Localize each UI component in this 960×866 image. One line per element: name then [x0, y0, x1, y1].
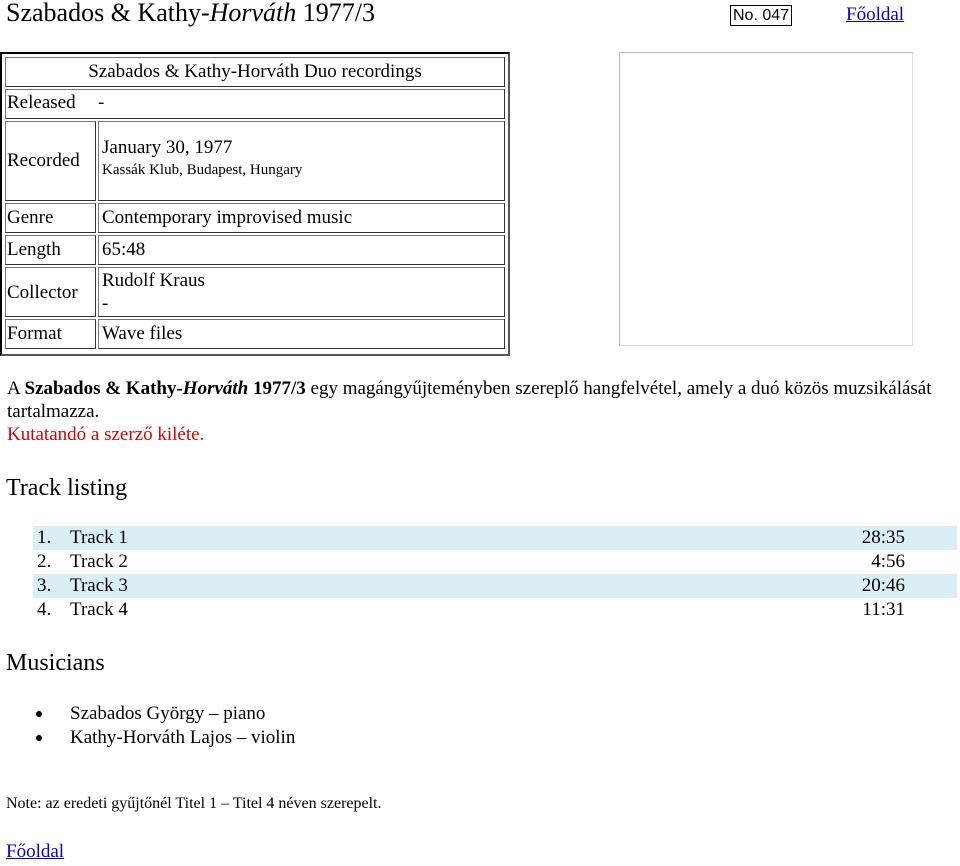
- description-prefix: A: [7, 378, 25, 399]
- track-name: Track 4: [70, 599, 128, 620]
- page-title: [6, 0, 375, 28]
- track-row: [33, 574, 957, 598]
- length-label: Length: [7, 239, 61, 260]
- format-value: Wave files: [102, 323, 183, 344]
- description-text: egy magángyűjteményben szereplő hangfelvétel, amely a duó közös muzsikálását tartalmazza.: [7, 378, 932, 422]
- format-label: Format: [7, 323, 62, 344]
- genre-value: Contemporary improvised music: [102, 207, 353, 228]
- length-value-cell: [98, 235, 505, 265]
- recorded-date: January 30, 1977: [102, 137, 233, 158]
- track-row: [33, 598, 957, 622]
- genre-label: Genre: [7, 207, 54, 228]
- track-name: Track 3: [70, 575, 128, 596]
- track-number: 1.: [37, 527, 52, 548]
- released-value: -: [98, 92, 105, 113]
- track-name: Track 2: [70, 551, 128, 572]
- track-name: Track 1: [70, 527, 128, 548]
- number-badge: No. 047: [730, 5, 792, 26]
- track-duration: 11:31: [862, 599, 905, 620]
- description-title-bold-italic: Horváth: [182, 378, 249, 399]
- recorded-place: Kassák Klub, Budapest, Hungary: [102, 162, 303, 178]
- track-row: [33, 550, 957, 574]
- track-number: 4.: [37, 599, 52, 620]
- title-text: Szabados & Kathy-: [6, 0, 210, 27]
- musicians-heading: Musicians: [6, 650, 105, 676]
- footnote: Note: az eredeti gyűjtőnél Titel 1 – Titel 4 néven szerepelt.: [6, 795, 382, 812]
- description-title-year: 1977/3: [248, 378, 306, 399]
- title-italic-text: Horváth: [209, 0, 297, 27]
- list-item: [0, 726, 295, 750]
- musicians-list: [0, 702, 295, 750]
- track-row: [33, 526, 957, 550]
- list-item: [0, 702, 295, 726]
- collector-extra: -: [102, 293, 109, 314]
- track-number: 2.: [37, 551, 52, 572]
- infobox-heading-cell: [5, 57, 505, 87]
- title-year-text: 1977/3: [296, 0, 376, 27]
- research-note: Kutatandó a szerző kiléte.: [7, 424, 205, 445]
- infobox-heading: Szabados & Kathy-Horváth Duo recordings: [88, 61, 422, 82]
- description-title-bold: Szabados & Kathy-: [24, 378, 183, 399]
- track-listing-heading: Track listing: [6, 475, 128, 501]
- track-list: [33, 526, 957, 622]
- recorded-label: Recorded: [7, 150, 80, 171]
- description: [7, 377, 937, 446]
- bullet-icon: [36, 735, 42, 741]
- track-number: 3.: [37, 575, 52, 596]
- collector-name: Rudolf Kraus: [102, 270, 205, 291]
- recorded-value-cell: [98, 121, 505, 201]
- length-value: 65:48: [102, 239, 146, 260]
- home-link[interactable]: Főoldal: [846, 4, 905, 25]
- infobox: [0, 52, 510, 356]
- footer-home-link[interactable]: Főoldal: [6, 841, 65, 862]
- musician-entry: Kathy-Horváth Lajos – violin: [70, 727, 296, 748]
- track-duration: 20:46: [861, 575, 905, 596]
- track-duration: 28:35: [861, 527, 905, 548]
- collector-label: Collector: [7, 282, 78, 303]
- released-label: Released: [7, 92, 76, 113]
- musician-entry: Szabados György – piano: [70, 703, 266, 724]
- bullet-icon: [36, 711, 42, 717]
- track-duration: 4:56: [871, 551, 905, 572]
- cover-image-placeholder: [619, 52, 913, 346]
